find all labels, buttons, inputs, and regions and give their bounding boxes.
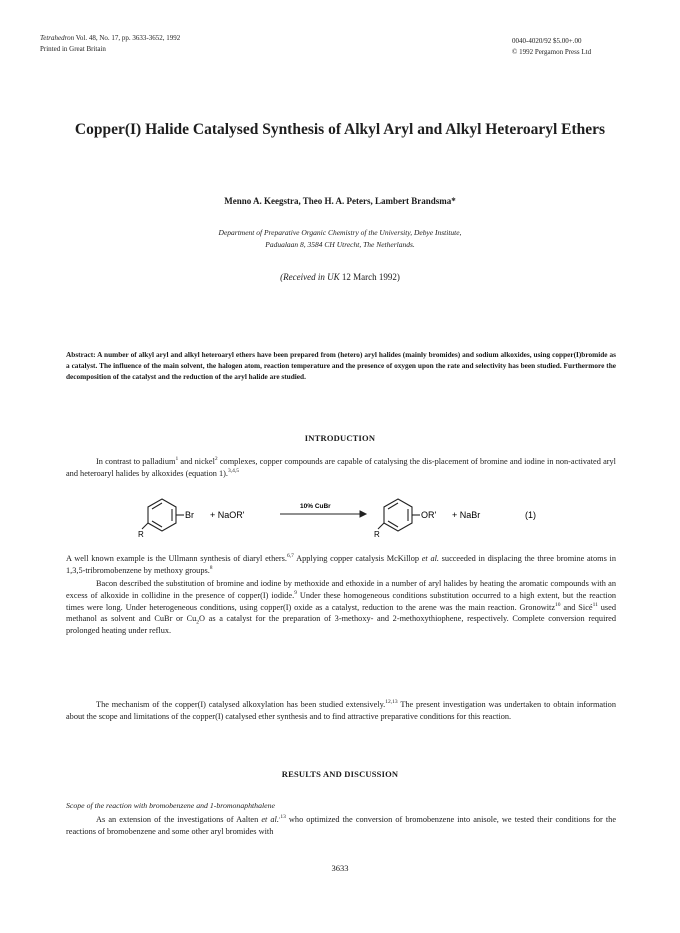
reagent-alkoxide: + NaOR': [210, 510, 245, 520]
printed-in: Printed in Great Britain: [40, 45, 106, 53]
copyright: © 1992 Pergamon Press Ltd: [512, 48, 592, 56]
citation-ref: 3,4,5: [227, 468, 239, 475]
text-run: A well known example is the Ullmann synthesis of diaryl ethers.: [66, 554, 287, 563]
reactant-bromo: Br: [185, 510, 194, 520]
text-run: who optimized the conversion of bromobenzene into anisole, we tested their conditions for the reactions of bromobenzene and some other aryl bromides with: [66, 815, 617, 836]
reaction-arrow: [280, 511, 366, 517]
received-day: 12 March: [341, 272, 377, 282]
received-date: [40, 272, 640, 282]
text-run: O as a catalyst for the preparation of 3-methoxy- and 2-methoxythiophene, respectively. Complete conversion required prolonged heating under reflux.: [66, 614, 616, 636]
product-r-group: R: [374, 530, 380, 539]
catalyst-label: 10% CuBr: [300, 503, 331, 510]
abstract: [66, 349, 616, 382]
citation-ref: 11: [592, 601, 598, 608]
subsection-heading: Scope of the reaction with bromobenzene and 1-bromonaphthalene: [66, 801, 275, 810]
subscript: 2: [196, 620, 199, 627]
text-run: succeeded in displacing the three bromine atoms in 1,3,5-tribromobenzene by methoxy groups.: [66, 554, 616, 575]
citation-ref: 8: [209, 565, 213, 572]
equation-number: (1): [525, 510, 536, 520]
paragraph-intro-2: [66, 553, 616, 577]
issn-price: 0040-4020/92 $5.00+.00: [512, 37, 582, 45]
text-run: Bacon described the substitution of bromine and iodine by methoxide and ethoxide in a number of aryl halides by heating the aromatic compounds with an excess of alkoxide in collidine in the presence of copper(I) iodide.: [66, 579, 616, 600]
text-run: and Sicé: [560, 602, 593, 612]
journal-citation: [40, 33, 180, 43]
text-run: In contrast to palladium: [96, 457, 176, 466]
paragraph-intro-1: [66, 456, 616, 480]
affiliation-line-1: Department of Preparative Organic Chemistry of the University, Debye Institute,: [218, 228, 462, 237]
et-al: et al.: [421, 554, 439, 563]
abstract-text: A number of alkyl aryl and alkyl heteroaryl ethers have been prepared from (hetero) aryl halides (mainly bromides) and sodium alkoxides, using copper(I)bromide as a catalyst. The influence of the main solvent, the halogen atom, reaction temperature and the presence of oxygen upon the rate and selectivity has been studied. Furthermore the decomposition of the catalyst and the reduction of the aryl halide are studied.: [66, 350, 616, 381]
received-suffix: 1992): [376, 272, 400, 282]
paragraph-intro-4: [66, 699, 616, 723]
paragraph-intro-3: [66, 578, 616, 637]
reaction-equation: [130, 493, 550, 543]
text-run: The present investigation was undertaken to obtain information about the scope and limitations of the copper(I) catalysed ether synthesis and to find attractive preparative conditions for this reaction.: [66, 700, 616, 721]
product-benzene-ring: [378, 499, 420, 531]
received-prefix: (Received in UK: [280, 272, 342, 282]
citation-ref: 10: [555, 601, 561, 608]
text-run: The mechanism of the copper(I) catalysed alkoxylation has been studied extensively.: [96, 700, 386, 709]
affiliation-line-2: Padualaan 8, 3584 CH Utrecht, The Netherlands.: [265, 240, 415, 249]
paragraph-results-1: [66, 814, 616, 838]
page-number: 3633: [331, 863, 349, 873]
citation-ref: 12,13: [385, 699, 398, 706]
section-heading-results: RESULTS AND DISCUSSION: [281, 769, 399, 779]
citation-ref: 2: [214, 456, 218, 463]
citation-ref: ,13: [278, 814, 286, 821]
product-ether: OR': [421, 510, 437, 520]
citation-ref: 6,7: [286, 553, 294, 560]
et-al: et al.: [261, 815, 279, 824]
journal-name: Tetrahedron: [40, 34, 75, 42]
text-run: and nickel: [178, 457, 215, 466]
byproduct-nabr: + NaBr: [452, 510, 481, 520]
text-run: As an extension of the investigations of Aalten: [96, 815, 262, 824]
citation-details: Vol. 48, No. 17, pp. 3633-3652, 1992: [74, 34, 181, 42]
authors: Menno A. Keegstra, Theo H. A. Peters, Lambert Brandsma*: [224, 196, 456, 206]
citation-ref: 9: [294, 590, 297, 597]
section-heading-introduction: INTRODUCTION: [304, 433, 376, 443]
citation-ref: 1: [175, 456, 179, 463]
paper-title: Copper(I) Halide Catalysed Synthesis of Alkyl Aryl and Alkyl Heteroaryl Ethers: [74, 121, 606, 138]
text-run: complexes, copper compounds are capable of catalysing the dis-placement of bromine and iodine in non-activated aryl and heteroaryl halides by alkoxides (equation 1).: [66, 457, 616, 478]
reactant-r-group: R: [138, 530, 144, 539]
text-run: used methanol as solvent and CuBr or Cu: [66, 602, 616, 624]
reactant-benzene-ring: [142, 499, 184, 531]
text-run: Under these homogeneous conditions substitution occurred to a high extent, but the reaction times were long. Under heterogeneous conditions, using copper(I) oxide as a catalyst, reduction to the arene was the main reaction. Gronowitz: [66, 590, 616, 612]
text-run: Applying copper catalysis McKillop: [293, 554, 422, 563]
abstract-label: Abstract:: [66, 350, 96, 359]
